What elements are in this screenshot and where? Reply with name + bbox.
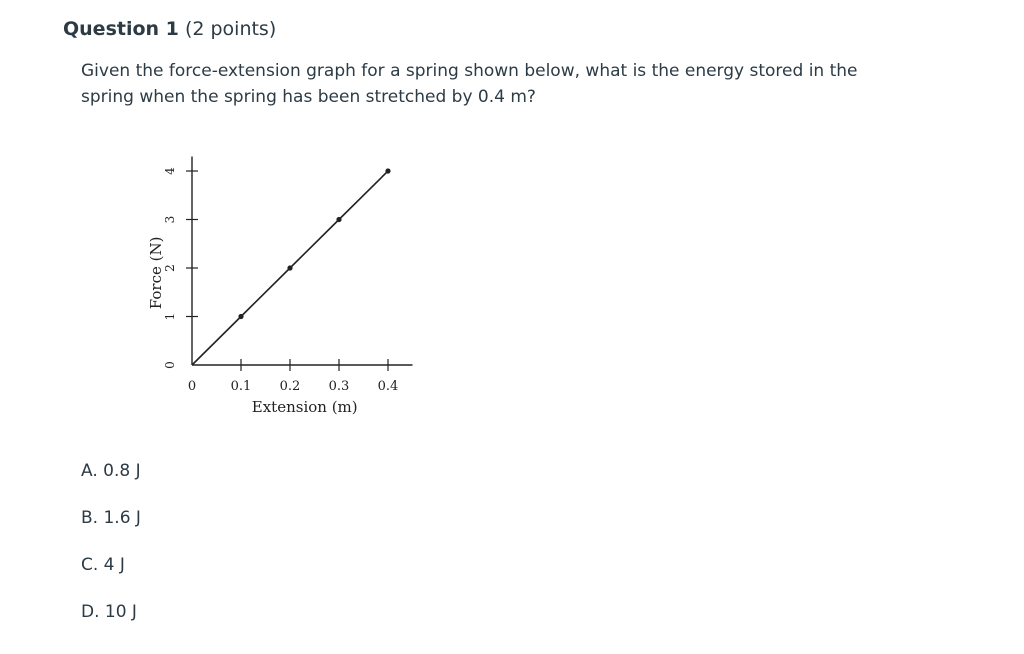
data-point xyxy=(385,168,390,173)
y-tick-label: 3 xyxy=(163,215,177,224)
y-axis-title: Force (N) xyxy=(147,236,165,310)
x-tick-label: 0 xyxy=(187,379,197,394)
data-point xyxy=(238,314,243,319)
question-text: Given the force-extension graph for a spring shown below, what is the energy stored in the spring when the spring has been stretched by 0.4 m? xyxy=(81,61,858,107)
answer-option-b[interactable]: B. 1.6 J xyxy=(81,508,141,528)
x-tick-label: 0.1 xyxy=(230,379,252,394)
x-tick-label: 0.4 xyxy=(377,379,399,394)
data-point xyxy=(287,265,292,270)
x-tick-label: 0.2 xyxy=(279,379,301,394)
force-extension-figure xyxy=(80,130,520,440)
y-tick-label: 4 xyxy=(163,167,177,175)
question-header xyxy=(63,16,276,42)
y-tick-label: 2 xyxy=(163,264,177,272)
answer-option-d[interactable]: D. 10 J xyxy=(81,602,137,622)
x-tick-label: 0.3 xyxy=(328,379,350,394)
answer-option-c[interactable]: C. 4 J xyxy=(81,555,125,575)
question-title: Question 1 xyxy=(63,18,179,40)
question-points: (2 points) xyxy=(184,18,277,40)
answer-list xyxy=(81,458,141,646)
data-point xyxy=(336,217,341,222)
answer-option-a[interactable]: A. 0.8 J xyxy=(81,461,141,481)
force-extension-chart xyxy=(80,130,520,440)
x-axis-title: Extension (m) xyxy=(251,398,358,416)
y-tick-label: 1 xyxy=(163,312,177,321)
y-tick-label: 0 xyxy=(163,361,177,369)
